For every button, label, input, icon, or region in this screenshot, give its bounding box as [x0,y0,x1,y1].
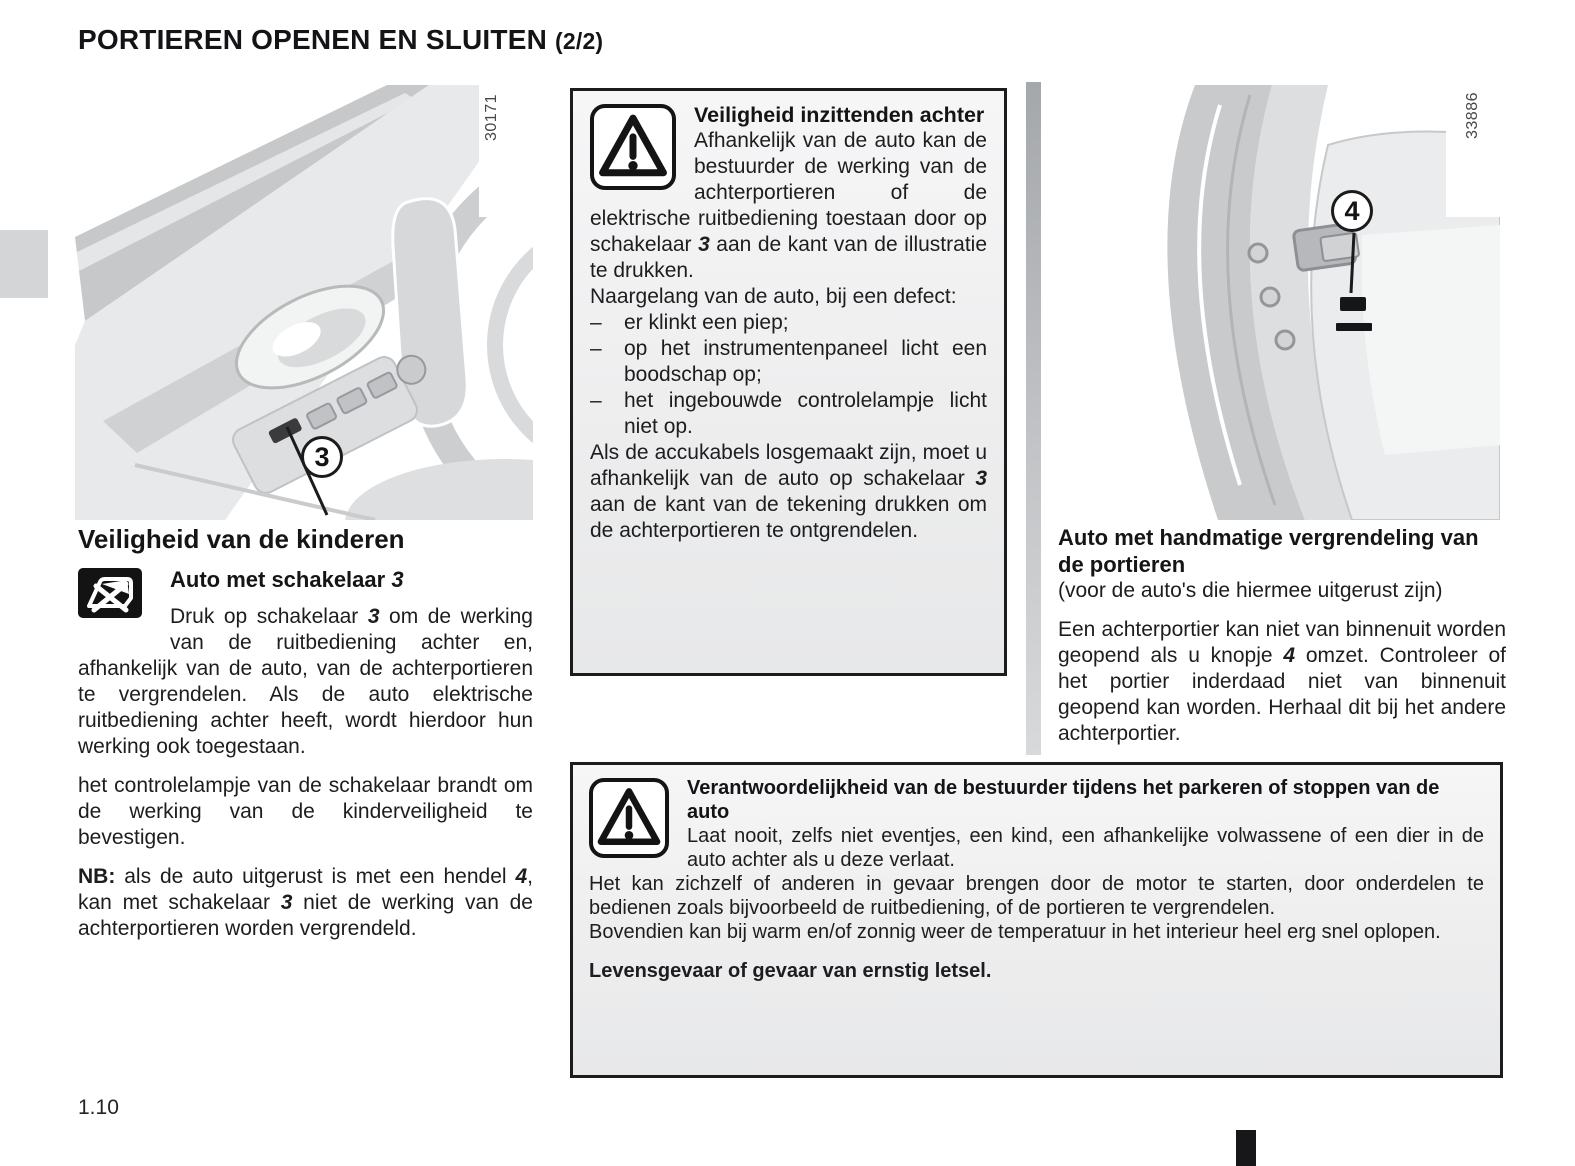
bullet-item [590,310,987,336]
column-separator-bar [1026,82,1041,755]
bullet-text: er klinkt een piep; [624,311,789,334]
middle-box-title: Veiligheid inzittenden achter [694,103,985,127]
bullet-text: op het instrumentenpaneel licht een boodschap op; [624,337,987,386]
page-title-main: PORTIEREN OPENEN EN SLUITEN [78,24,548,55]
rear-door-drawing [1100,85,1500,520]
figure-ref-33886: 33886 [1464,92,1481,139]
bottom-box-para1: Laat nooit, zelfs niet eventjes, een kind, een afhankelijke volwassene of een dier in de auto achter als u deze verlaat. [687,825,1484,871]
manual-lock-para1: Een achterportier kan niet van binnenuit worden geopend als u knopje 4 omzet. Controleer of het portier inderdaad niet van binnenuit geopend kan worden. Herhaal dit bij het andere achterportier. [1058,618,1506,745]
figure-ref-30171: 30171 [483,94,500,141]
middle-box-para1: Afhankelijk van de auto kan de bestuurder de werking van de achterportieren of de elektrische ruitbediening toestaan door op schakelaar 3 aan de kant van de illustratie te drukken. [590,129,987,282]
manual-lock-heading: Auto met handmatige vergrendeling van de portieren [1058,525,1479,577]
page-number: 1.10 [78,1096,119,1119]
switch-subheading: Auto met schakelaar 3 [170,567,404,592]
dash-marker: – [590,337,602,360]
dash-marker: – [590,311,602,334]
warning-triangle-icon [589,778,669,858]
child-safety-para2: het controlelampje van de schakelaar brandt om de werking van de kinderveiligheid te bevestigen. [78,774,533,849]
driver-responsibility-warning-box [570,762,1503,1078]
middle-box-para2: Naargelang van de auto, bij een defect: [590,285,957,308]
page-title [78,24,603,56]
callout-3: 3 [301,436,343,478]
child-safety-para3: NB: als de auto uitgerust is met een hendel 4, kan met schakelaar 3 niet de werking van de achterportieren worden vergrendeld. [78,865,533,940]
rear-door-edge-illustration [1100,85,1500,520]
section-edge-tab [0,230,48,298]
bullet-item [590,388,987,440]
child-safety-section [78,524,533,942]
middle-box-bullet-list [590,310,987,440]
manual-lock-subnote: (voor de auto's die hiermee uitgerust zijn) [1058,579,1443,602]
child-safety-heading: Veiligheid van de kinderen [78,524,405,554]
bottom-box-para3: Bovendien kan bij warm en/of zonnig weer de temperatuur in het interieur heel erg snel oplopen. [589,921,1441,943]
middle-box-para3: Als de accukabels losgemaakt zijn, moet u afhankelijk van de auto op schakelaar 3 aan de kant van de tekening drukken om de achterportieren te ontgrendelen. [590,441,987,542]
bottom-box-danger-line: Levensgevaar of gevaar van ernstig letsel. [589,960,992,982]
manual-lock-section [1058,524,1506,747]
child-safety-window-icon [78,568,142,618]
callout-4: 4 [1331,190,1373,232]
page-edge-mark [1236,1130,1256,1166]
bottom-box-para2: Het kan zichzelf of anderen in gevaar brengen door de motor te starten, door onderdelen te bedienen zoals bijvoorbeeld de ruitbediening, of de portieren te vergrendelen. [589,873,1484,919]
bullet-text: het ingebouwde controlelampje licht niet op. [624,389,987,438]
dash-marker: – [590,389,602,412]
rear-occupant-warning-box [570,88,1007,676]
page-title-suffix: (2/2) [555,28,604,54]
bottom-box-title: Verantwoordelijkheid van de bestuurder tijdens het parkeren of stoppen van de auto [687,777,1440,823]
bullet-item [590,336,987,388]
warning-triangle-icon [590,104,676,190]
child-safety-para1: Druk op schakelaar 3 om de werking van de ruitbediening achter en, afhankelijk van de auto, van de achterportieren te vergrendelen. Als de auto elektrische ruitbediening achter heeft, wordt hierdoor hun werking ook toegestaan. [78,605,533,758]
